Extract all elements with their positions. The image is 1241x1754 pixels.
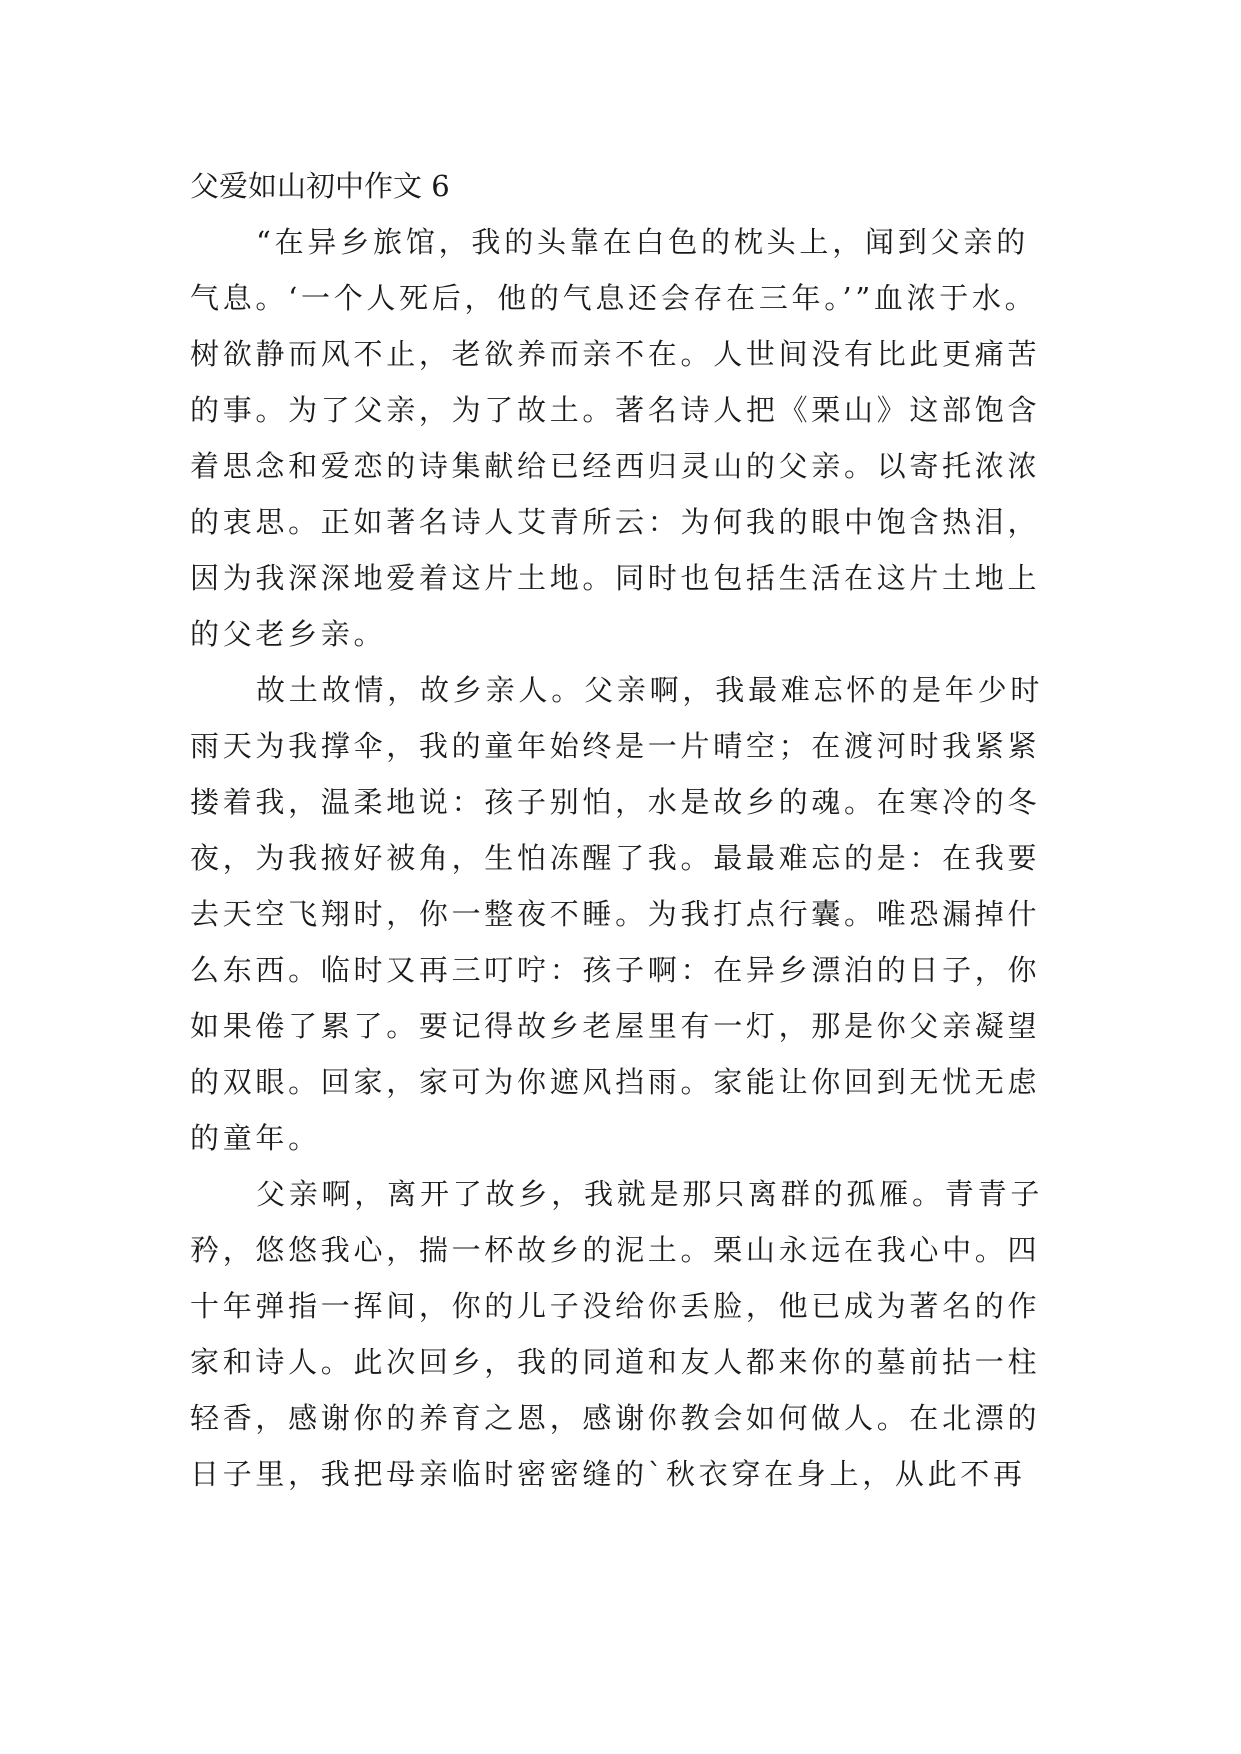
paragraph-1-line-2: 气息。‘一个人死后，他的气息还会存在三年。’”血浓于水。 — [190, 281, 1038, 315]
paragraph-2-line-1: 故土故情，故乡亲人。父亲啊，我最难忘怀的是年少时 — [256, 673, 1044, 707]
paragraph-1-line-6: 的衷思。正如著名诗人艾青所云：为何我的眼中饱含热泪， — [190, 505, 1041, 539]
paragraph-2-line-7: 如果倦了累了。要记得故乡老屋里有一灯，那是你父亲凝望 — [190, 1009, 1041, 1043]
paragraph-2-line-8: 的双眼。回家，家可为你遮风挡雨。家能让你回到无忧无虑 — [190, 1065, 1041, 1099]
paragraph-3-line-1: 父亲啊，离开了故乡，我就是那只离群的孤雁。青青子 — [256, 1177, 1044, 1211]
paragraph-2-line-9: 的童年。 — [190, 1121, 321, 1155]
paragraph-3-line-3: 十年弹指一挥间，你的儿子没给你丢脸，他已成为著名的作 — [190, 1289, 1041, 1323]
paragraph-2-line-4: 夜，为我掖好被角，生怕冻醒了我。最最难忘的是：在我要 — [190, 841, 1041, 875]
paragraph-2-line-5: 去天空飞翔时，你一整夜不睡。为我打点行囊。唯恐漏掉什 — [190, 897, 1041, 931]
paragraph-1-line-3: 树欲静而风不止，老欲养而亲不在。人世间没有比此更痛苦 — [190, 337, 1041, 371]
paragraph-1-line-4: 的事。为了父亲，为了故土。著名诗人把《栗山》这部饱含 — [190, 393, 1041, 427]
paragraph-1-line-5: 着思念和爱恋的诗集献给已经西归灵山的父亲。以寄托浓浓 — [190, 449, 1041, 483]
paragraph-2-line-3: 搂着我，温柔地说：孩子别怕，水是故乡的魂。在寒冷的冬 — [190, 785, 1041, 819]
paragraph-2-line-6: 么东西。临时又再三叮咛：孩子啊：在异乡漂泊的日子，你 — [190, 953, 1041, 987]
paragraph-3-line-2: 矜，悠悠我心，揣一杯故乡的泥土。栗山永远在我心中。四 — [190, 1233, 1041, 1267]
document-title: 父爱如山初中作文 6 — [190, 169, 450, 203]
paragraph-3-line-5: 轻香，感谢你的养育之恩，感谢你教会如何做人。在北漂的 — [190, 1401, 1041, 1435]
paragraph-1-line-1: “在异乡旅馆，我的头靠在白色的枕头上，闻到父亲的 — [256, 225, 1030, 259]
paragraph-1-line-7: 因为我深深地爱着这片土地。同时也包括生活在这片土地上 — [190, 561, 1041, 595]
paragraph-3-line-6: 日子里，我把母亲临时密密缝的`秋衣穿在身上，从此不再 — [190, 1457, 1026, 1491]
paragraph-2-line-2: 雨天为我撑伞，我的童年始终是一片晴空；在渡河时我紧紧 — [190, 729, 1041, 763]
paragraph-1-line-8: 的父老乡亲。 — [190, 617, 387, 651]
paragraph-3-line-4: 家和诗人。此次回乡，我的同道和友人都来你的墓前拈一柱 — [190, 1345, 1041, 1379]
